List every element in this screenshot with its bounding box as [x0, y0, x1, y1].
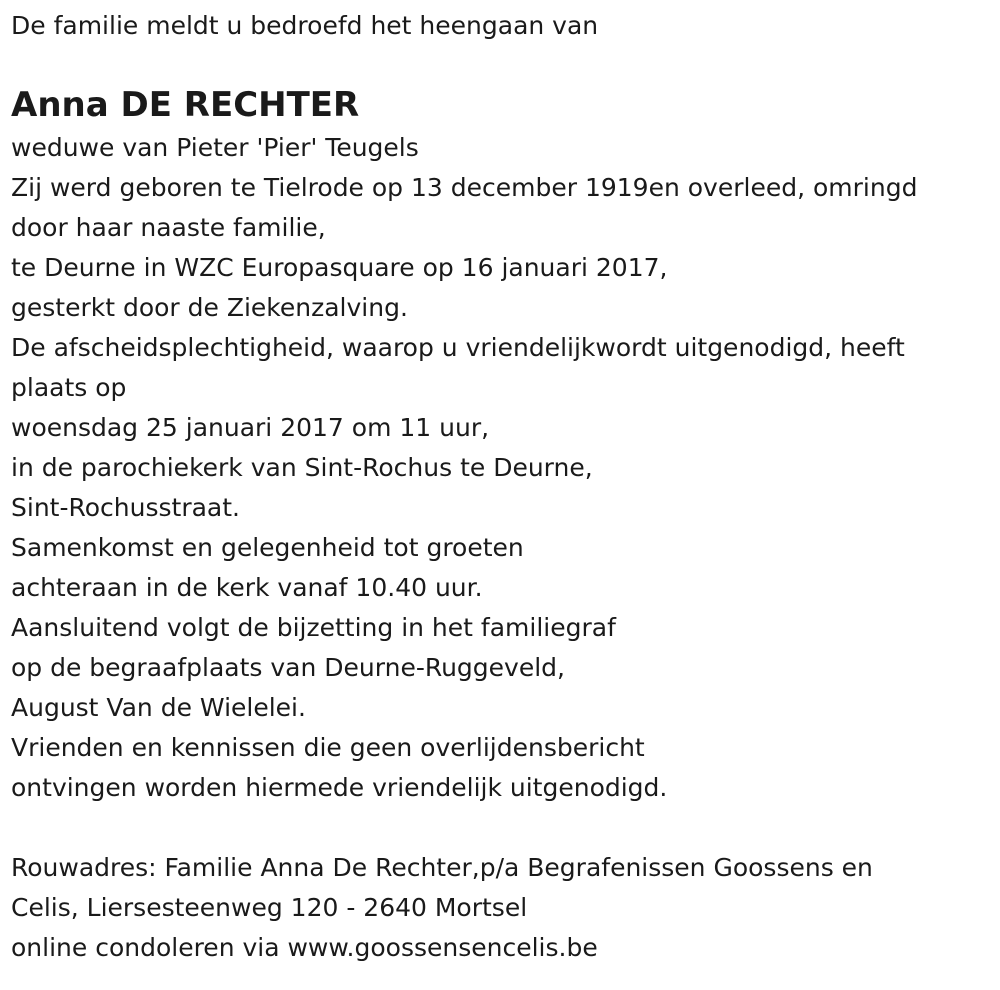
body-line: ontvingen worden hiermede vriendelijk uitgenodigd. — [11, 773, 668, 802]
obituary-notice — [11, 6, 991, 968]
condolence-link[interactable]: online condoleren via www.goossensencelis.be — [11, 933, 598, 962]
body-line: in de parochiekerk van Sint-Rochus te Deurne, — [11, 453, 593, 482]
mourning-address — [11, 848, 991, 968]
body-line: gesterkt door de Ziekenzalving. — [11, 293, 408, 322]
body-line: weduwe van Pieter 'Pier' Teugels — [11, 133, 419, 162]
body-line: Sint-Rochusstraat. — [11, 493, 240, 522]
body-line: Vrienden en kennissen die geen overlijdensbericht — [11, 733, 645, 762]
body-line: Aansluitend volgt de bijzetting in het familiegraf — [11, 613, 616, 642]
intro-text: De familie meldt u bedroefd het heengaan van — [11, 11, 599, 40]
body-line: door haar naaste familie, — [11, 213, 326, 242]
body-line: woensdag 25 januari 2017 om 11 uur, — [11, 413, 490, 442]
body-line: De afscheidsplechtigheid, waarop u vriendelijkwordt uitgenodigd, heeft — [11, 333, 905, 362]
body-line: plaats op — [11, 373, 127, 402]
body-line: op de begraafplaats van Deurne-Ruggeveld, — [11, 653, 565, 682]
deceased-name: Anna DE RECHTER — [11, 85, 360, 125]
body-line: August Van de Wielelei. — [11, 693, 306, 722]
body-line: te Deurne in WZC Europasquare op 16 januari 2017, — [11, 253, 668, 282]
notice-body — [11, 128, 991, 808]
paragraph-spacer — [11, 808, 991, 848]
body-line: achteraan in de kerk vanaf 10.40 uur. — [11, 573, 483, 602]
address-line: Celis, Liersesteenweg 120 - 2640 Mortsel — [11, 893, 528, 922]
body-line: Samenkomst en gelegenheid tot groeten — [11, 533, 524, 562]
address-line: Rouwadres: Familie Anna De Rechter,p/a Begrafenissen Goossens en — [11, 853, 873, 882]
body-line: Zij werd geboren te Tielrode op 13 december 1919en overleed, omringd — [11, 173, 918, 202]
